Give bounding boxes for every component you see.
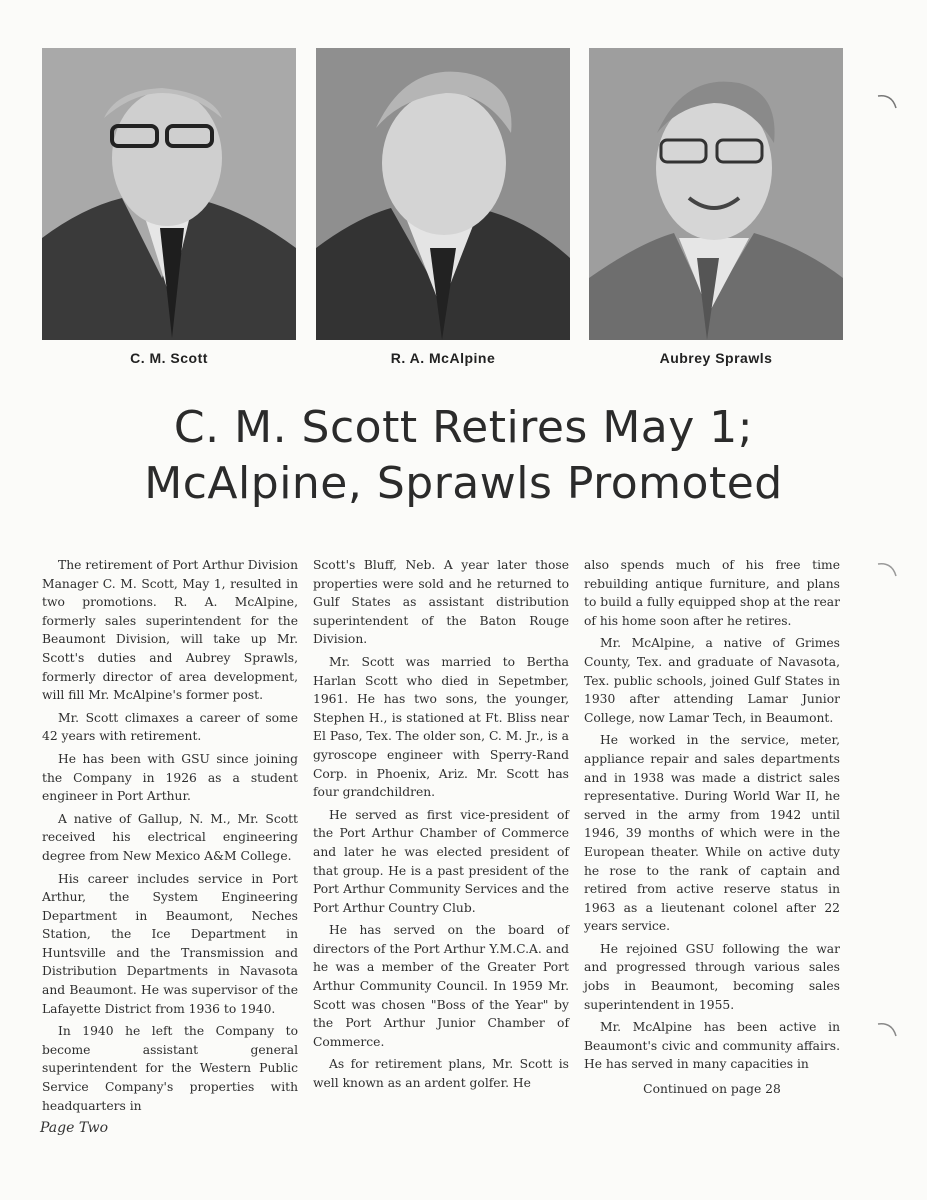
photo-aubrey-sprawls: [589, 48, 843, 340]
paragraph: He worked in the service, meter, appliance repair and sales departments and in 1938 was made a district sales representative. During World War II, he served in the army from 1942 until 1946, 39 months of which were in the European theater. While on active duty he rose to the rank of captain and retired from active reserve status in 1963 as a lieutenant colonel after 22 years service.: [584, 733, 840, 934]
binder-mark-icon: [876, 1020, 900, 1040]
article-column-1: [42, 556, 298, 1119]
page-number: Page Two: [40, 1120, 109, 1136]
headline: [0, 400, 927, 512]
caption-c-m-scott: C. M. Scott: [130, 350, 208, 366]
caption-aubrey-sprawls: Aubrey Sprawls: [659, 350, 773, 366]
article-column-2: [313, 556, 569, 1097]
binder-mark-icon: [876, 92, 900, 112]
paragraph: Mr. McAlpine has been active in Beaumont's civic and community affairs. He has served in many capacities in: [584, 1020, 840, 1072]
photo-c-m-scott: [42, 48, 296, 340]
paragraph: Scott's Bluff, Neb. A year later those properties were sold and he returned to Gulf States as assistant distribution superintendent of the Baton Rouge Division.: [313, 558, 569, 647]
continued-note: Continued on page 28: [643, 1082, 781, 1097]
headline-line-1: C. M. Scott Retires May 1;: [173, 402, 754, 453]
paragraph: In 1940 he left the Company to become assistant general superintendent for the Western Public Service Company's properties with headquarters in: [42, 1024, 298, 1113]
paragraph: Mr. Scott climaxes a career of some 42 years with retirement.: [42, 710, 298, 744]
caption-r-a-mcalpine: R. A. McAlpine: [390, 350, 496, 366]
paragraph: Mr. McAlpine, a native of Grimes County, Tex. and graduate of Navasota, Tex. public schools, joined Gulf States in 1930 after attending Lamar Junior College, now Lamar Tech, in Beaumont.: [584, 636, 840, 725]
paragraph: A native of Gallup, N. M., Mr. Scott received his electrical engineering degree from New Mexico A&M College.: [42, 811, 298, 863]
portrait-image: [42, 48, 296, 340]
paragraph: Mr. Scott was married to Bertha Harlan Scott who died in Sepetmber, 1961. He has two sons, the younger, Stephen H., is stationed at Ft. Bliss near El Paso, Tex. The older son, C. M. Jr., is a gyroscope engineer with Sperry-Rand Corp. in Phoenix, Ariz. Mr. Scott has four grandchildren.: [313, 654, 569, 800]
paragraph: The retirement of Port Arthur Division Manager C. M. Scott, May 1, resulted in two promotions. R. A. McAlpine, formerly sales superintendent for the Beaumont Division, will take up Mr. Scott's duties and Aubrey Sprawls, formerly director of area development, will fill Mr. McAlpine's former post.: [42, 558, 298, 703]
headline-line-2: McAlpine, Sprawls Promoted: [144, 458, 783, 509]
paragraph: His career includes service in Port Arthur, the System Engineering Department in Beaumont, Neches Station, the Ice Department in Huntsville and the Transmission and Distribution Departments in Navasota and Beaumont. He was supervisor of the Lafayette District from 1936 to 1940.: [42, 871, 298, 1016]
article-column-3: [584, 556, 840, 1103]
paragraph: As for retirement plans, Mr. Scott is well known as an ardent golfer. He: [313, 1057, 569, 1091]
portrait-image: [589, 48, 843, 340]
binder-mark-icon: [876, 560, 900, 580]
paragraph: also spends much of his free time rebuilding antique furniture, and plans to build a fully equipped shop at the rear of his home soon after he retires.: [584, 558, 840, 628]
paragraph: He has served on the board of directors of the Port Arthur Y.M.C.A. and he was a member of the Greater Port Arthur Community Council. In 1959 Mr. Scott was chosen "Boss of the Year" by the Port Arthur Junior Chamber of Commerce.: [313, 923, 569, 1049]
portrait-image: [316, 48, 570, 340]
paragraph: He has been with GSU since joining the Company in 1926 as a student engineer in Port Arthur.: [42, 751, 298, 804]
photo-r-a-mcalpine: [316, 48, 570, 340]
paragraph: He served as first vice-president of the Port Arthur Chamber of Commerce and later he was elected president of that group. He is a past president of the Port Arthur Community Services and the Port Arthur Country Club.: [313, 807, 569, 915]
paragraph: He rejoined GSU following the war and progressed through various sales jobs in Beaumont, becoming sales superintendent in 1955.: [584, 941, 840, 1012]
